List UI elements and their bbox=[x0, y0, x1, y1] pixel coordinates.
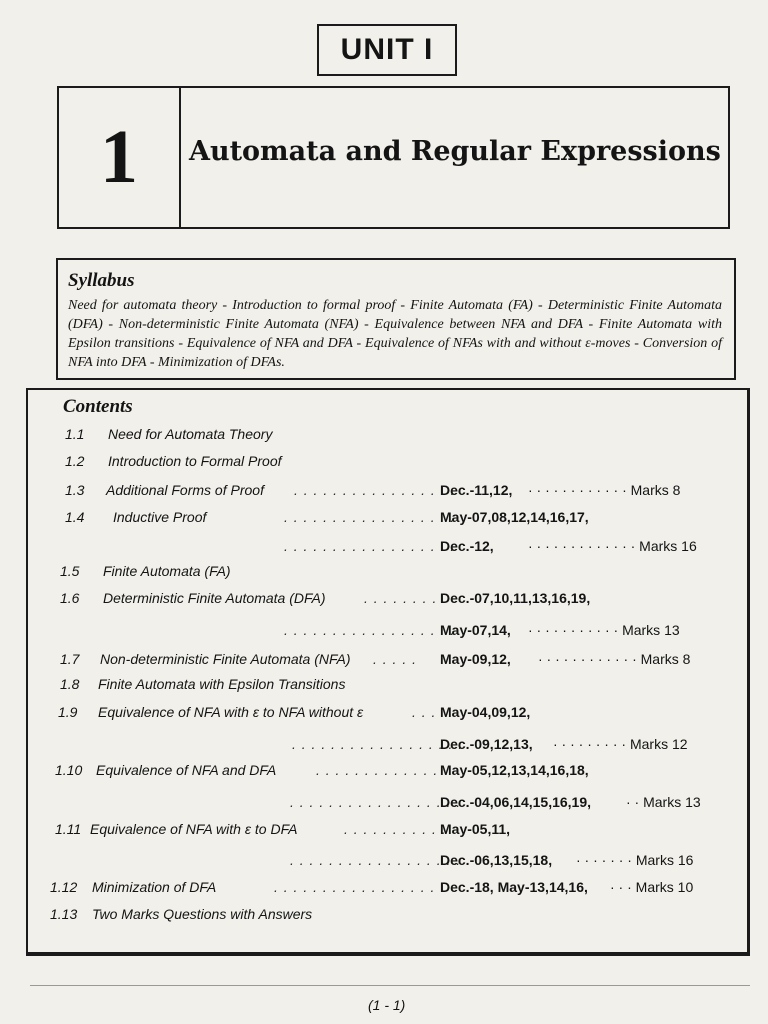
contents-line bbox=[28, 563, 748, 581]
exam-dates: May-07,14, bbox=[440, 622, 511, 638]
chapter-header bbox=[57, 86, 730, 229]
contents-line bbox=[28, 879, 748, 897]
dot-leader: . . . . . . . . . . . . . . . . . bbox=[274, 879, 436, 895]
contents-box bbox=[26, 388, 750, 956]
dot-leader: . . . . . . . . . . . . . . . . . . bbox=[292, 736, 464, 752]
marks-value: · · · · · · · · · · · Marks 13 bbox=[528, 622, 680, 638]
marks-value: · · · Marks 10 bbox=[610, 879, 694, 895]
section-number: 1.2 bbox=[65, 453, 85, 469]
contents-heading: Contents bbox=[63, 396, 133, 417]
exam-dates: May-07,08,12,14,16,17, bbox=[440, 509, 589, 525]
contents-line bbox=[28, 426, 748, 444]
section-number: 1.4 bbox=[65, 509, 85, 525]
section-number: 1.3 bbox=[65, 482, 85, 498]
dot-leader: . . . . . . . . . . . . . . . . . bbox=[294, 482, 456, 498]
exam-dates: Dec.-11,12, bbox=[440, 482, 513, 498]
dot-leader: . . . . . . . . . . . . . . . . . . bbox=[284, 622, 456, 638]
exam-dates: Dec.-06,13,15,18, bbox=[440, 852, 553, 868]
dot-leader: . . . . . bbox=[373, 651, 418, 667]
section-title: Inductive Proof bbox=[113, 509, 207, 525]
exam-dates: May-09,12, bbox=[440, 651, 511, 667]
dot-leader: . . . . . . . . . . . . . . . . . . bbox=[284, 509, 456, 525]
section-title: Equivalence of NFA with ε to DFA bbox=[90, 821, 298, 837]
section-title: Additional Forms of Proof bbox=[106, 482, 264, 498]
contents-line bbox=[28, 651, 748, 669]
dot-leader: . . . . . . . . . . . . . bbox=[316, 762, 439, 778]
exam-dates: May-05,12,13,14,16,18, bbox=[440, 762, 589, 778]
syllabus-heading: Syllabus bbox=[68, 270, 135, 291]
unit-label: UNIT I bbox=[317, 24, 457, 76]
contents-line bbox=[28, 622, 748, 640]
exam-dates: May-05,11, bbox=[440, 821, 511, 837]
chapter-number: 1 bbox=[59, 88, 181, 227]
dot-leader: . . . . . . . . . . . . . . . . . . . bbox=[290, 794, 471, 810]
contents-line bbox=[28, 906, 748, 924]
footer-divider bbox=[30, 985, 750, 986]
contents-line bbox=[28, 794, 748, 812]
section-number: 1.12 bbox=[50, 879, 78, 895]
exam-dates: Dec.-07,10,11,13,16,19, bbox=[440, 590, 591, 606]
section-title: Introduction to Formal Proof bbox=[108, 453, 282, 469]
section-title: Two Marks Questions with Answers bbox=[92, 906, 313, 922]
contents-line bbox=[28, 676, 748, 694]
contents-line bbox=[28, 590, 748, 608]
syllabus-text: Need for automata theory - Introduction to formal proof - Finite Automata (FA) - Deterministic Finite Automata (DFA) - Non-deterministic Finite Automata (NFA) - Equivalence between NFA and DFA - Finite Automata with Epsilon transitions - Equivalence of NFA and DFA - Equivalence of NFAs with and without ε-moves - Conversion of NFA into DFA - Minimization of DFAs. bbox=[68, 298, 722, 370]
exam-dates: May-04,09,12, bbox=[440, 704, 531, 720]
marks-value: · · · · · · · · · · · · · Marks 16 bbox=[528, 538, 697, 554]
section-title: Deterministic Finite Automata (DFA) bbox=[103, 590, 326, 606]
exam-dates: Dec.-09,12,13, bbox=[440, 736, 533, 752]
dot-leader: . . . . . . . . . . . . . . . . . . . bbox=[290, 852, 471, 868]
section-number: 1.11 bbox=[55, 821, 82, 837]
marks-value: · · · · · · · · · · · · Marks 8 bbox=[538, 651, 691, 667]
contents-line bbox=[28, 453, 748, 471]
marks-value: · · · · · · · · · · · · Marks 8 bbox=[528, 482, 681, 498]
syllabus-box bbox=[56, 258, 736, 380]
section-number: 1.6 bbox=[60, 590, 80, 606]
section-number: 1.13 bbox=[50, 906, 78, 922]
marks-value: · · · · · · · · · Marks 12 bbox=[553, 736, 688, 752]
contents-line bbox=[28, 482, 748, 500]
dot-leader: . . . . . . . . . bbox=[364, 590, 448, 606]
section-number: 1.10 bbox=[55, 762, 83, 778]
section-number: 1.8 bbox=[60, 676, 80, 692]
section-number: 1.1 bbox=[65, 426, 85, 442]
dot-leader: . . . bbox=[412, 704, 437, 720]
section-title: Non-deterministic Finite Automata (NFA) bbox=[100, 651, 351, 667]
contents-line bbox=[28, 821, 748, 839]
section-number: 1.7 bbox=[60, 651, 80, 667]
exam-dates: Dec.-12, bbox=[440, 538, 494, 554]
contents-line bbox=[28, 736, 748, 754]
chapter-title: Automata and Regular Expressions bbox=[189, 136, 721, 167]
marks-value: · · Marks 13 bbox=[626, 794, 701, 810]
marks-value: · · · · · · · Marks 16 bbox=[576, 852, 694, 868]
exam-dates: Dec.-04,06,14,15,16,19, bbox=[440, 794, 592, 810]
section-title: Finite Automata with Epsilon Transitions bbox=[98, 676, 346, 692]
dot-leader: . . . . . . . . . . . . . . . . . . bbox=[284, 538, 456, 554]
section-title: Need for Automata Theory bbox=[108, 426, 273, 442]
section-title: Finite Automata (FA) bbox=[103, 563, 231, 579]
section-title: Minimization of DFA bbox=[92, 879, 217, 895]
section-number: 1.5 bbox=[60, 563, 80, 579]
contents-line bbox=[28, 509, 748, 527]
section-title: Equivalence of NFA with ε to NFA without ε bbox=[98, 704, 364, 720]
contents-line bbox=[28, 538, 748, 556]
dot-leader: . . . . . . . . . . . bbox=[344, 821, 447, 837]
exam-dates: Dec.-18, May-13,14,16, bbox=[440, 879, 588, 895]
contents-line bbox=[28, 762, 748, 780]
page-number: (1 - 1) bbox=[368, 997, 406, 1013]
section-title: Equivalence of NFA and DFA bbox=[96, 762, 277, 778]
contents-line bbox=[28, 704, 748, 722]
section-number: 1.9 bbox=[58, 704, 78, 720]
contents-line bbox=[28, 852, 748, 870]
